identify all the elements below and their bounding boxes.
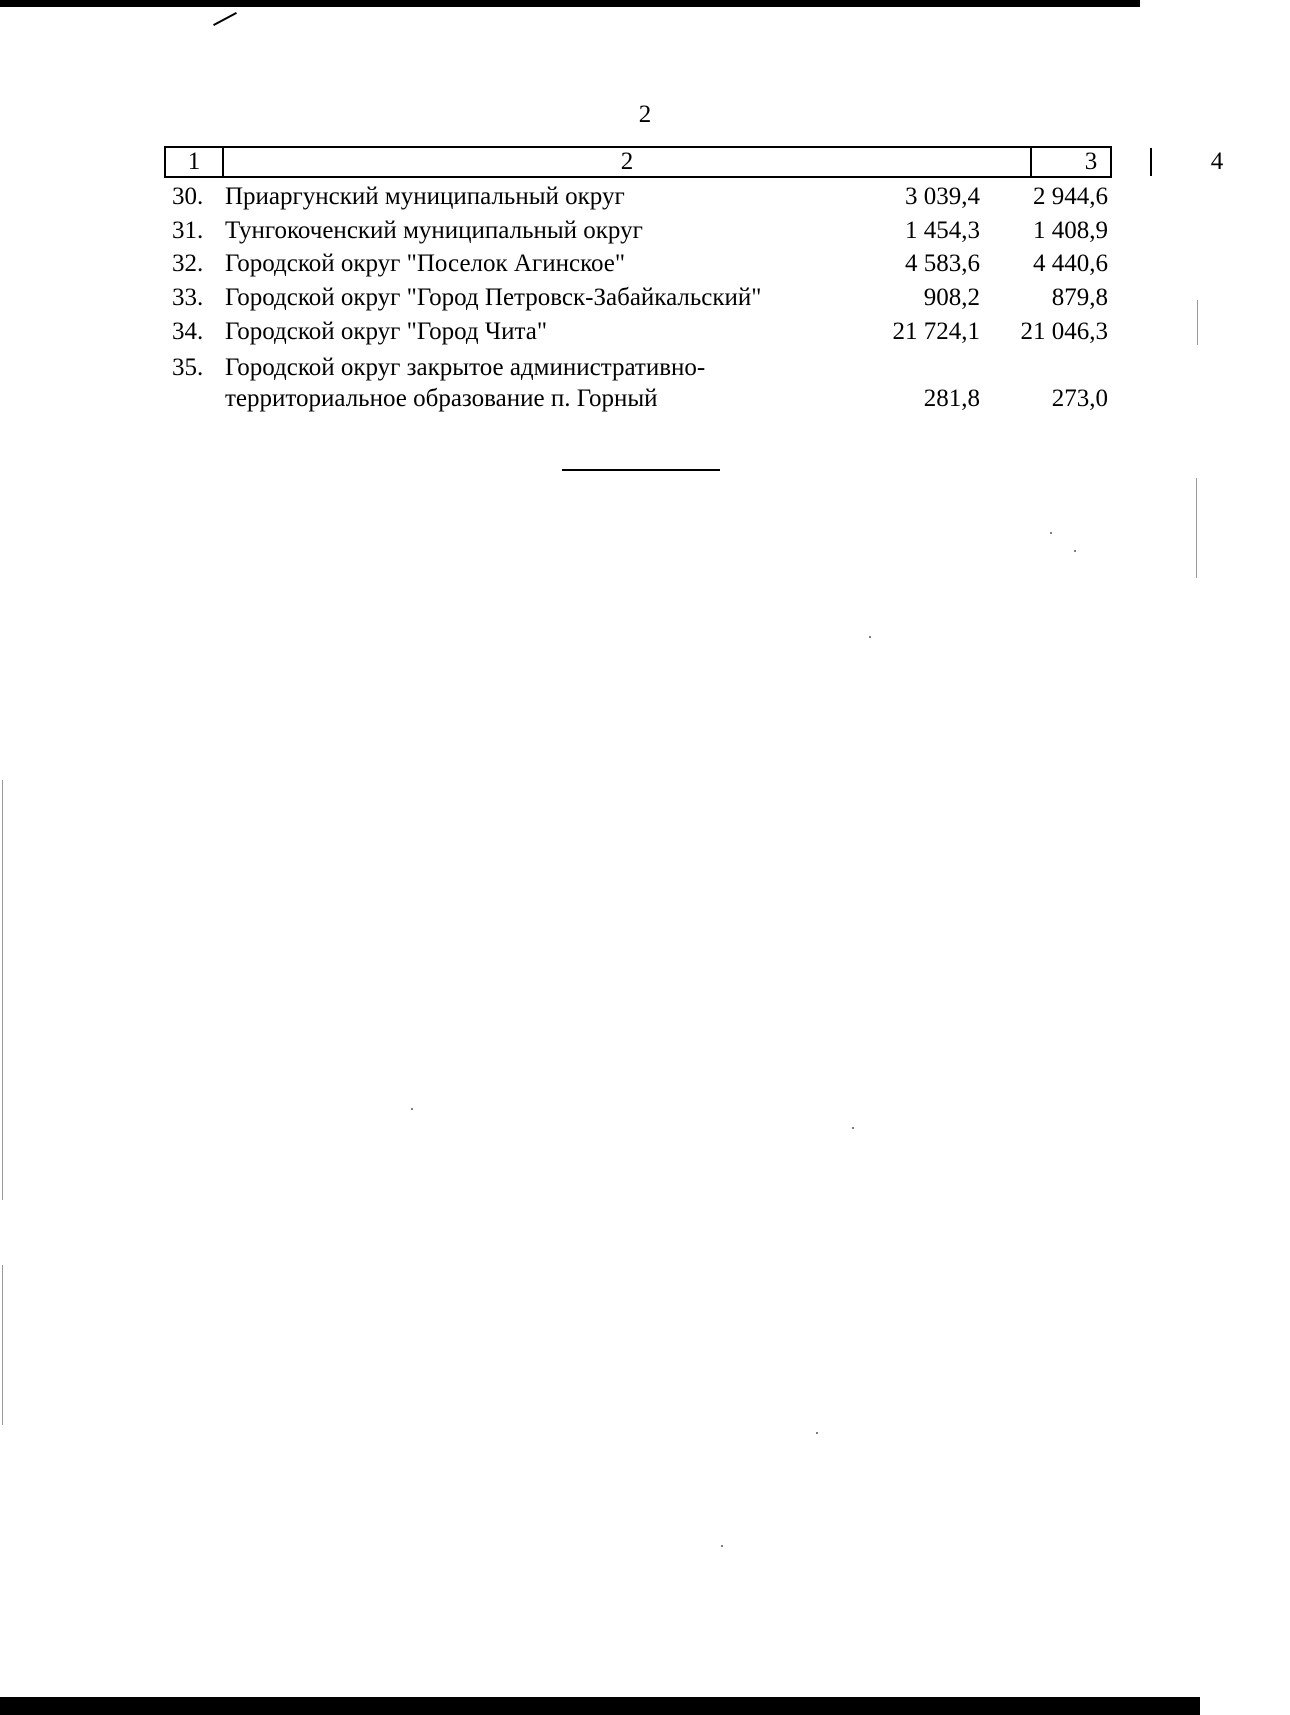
row-value-col3: 4 583,6 [905, 250, 980, 277]
scan-edge-mark [2, 1265, 3, 1425]
pen-mark [213, 12, 237, 26]
row-value-col4: 273,0 [1051, 385, 1108, 412]
page-number: 2 [638, 101, 652, 128]
end-of-table-rule [562, 469, 720, 471]
row-value-col4: 879,8 [1051, 284, 1108, 311]
header-cell-3: 3 [1032, 148, 1152, 176]
row-value-col4: 4 440,6 [1033, 250, 1108, 277]
scan-speck [411, 1108, 413, 1110]
header-cell-1: 1 [166, 148, 224, 176]
row-value-col3: 21 724,1 [892, 318, 980, 345]
header-cell-4: 4 [1210, 148, 1224, 175]
row-number: 35. [172, 354, 204, 381]
scan-speck [816, 1432, 818, 1434]
header-cell-2: 2 [224, 148, 1032, 176]
row-number: 34. [172, 318, 204, 345]
row-name: Городской округ "Город Петровск-Забайкальский" [225, 284, 762, 311]
row-number: 32. [172, 250, 204, 277]
row-name [225, 352, 875, 414]
scan-speck [869, 636, 871, 638]
row-value-col4: 2 944,6 [1033, 183, 1108, 210]
scan-bottom-edge [0, 1697, 1200, 1715]
scan-edge-mark [1197, 300, 1198, 345]
scan-edge-mark [2, 780, 3, 1200]
row-value-col4: 21 046,3 [1020, 318, 1108, 345]
scan-speck [721, 1545, 723, 1547]
row-value-col3: 1 454,3 [905, 217, 980, 244]
row-value-col3: 281,8 [923, 385, 980, 412]
row-name: Приаргунский муниципальный округ [225, 183, 625, 210]
scan-speck [852, 1127, 854, 1129]
scan-top-edge [0, 0, 1140, 7]
row-name: Тунгокоченский муниципальный округ [225, 217, 643, 244]
scan-speck [1074, 550, 1076, 552]
row-name-line1: Городской округ закрытое административно- [225, 354, 706, 381]
row-number: 33. [172, 284, 204, 311]
row-value-col4: 1 408,9 [1033, 217, 1108, 244]
row-number: 30. [172, 183, 204, 210]
row-value-col3: 908,2 [923, 284, 980, 311]
row-value-col3: 3 039,4 [905, 183, 980, 210]
table-header-row [164, 146, 1224, 178]
row-name: Городской округ "Город Чита" [225, 318, 548, 345]
scan-speck [1050, 532, 1052, 534]
row-number: 31. [172, 217, 204, 244]
row-name: Городской округ "Поселок Агинское" [225, 250, 626, 277]
row-name-line2: территориальное образование п. Горный [225, 385, 658, 412]
scan-edge-mark [1196, 478, 1197, 578]
